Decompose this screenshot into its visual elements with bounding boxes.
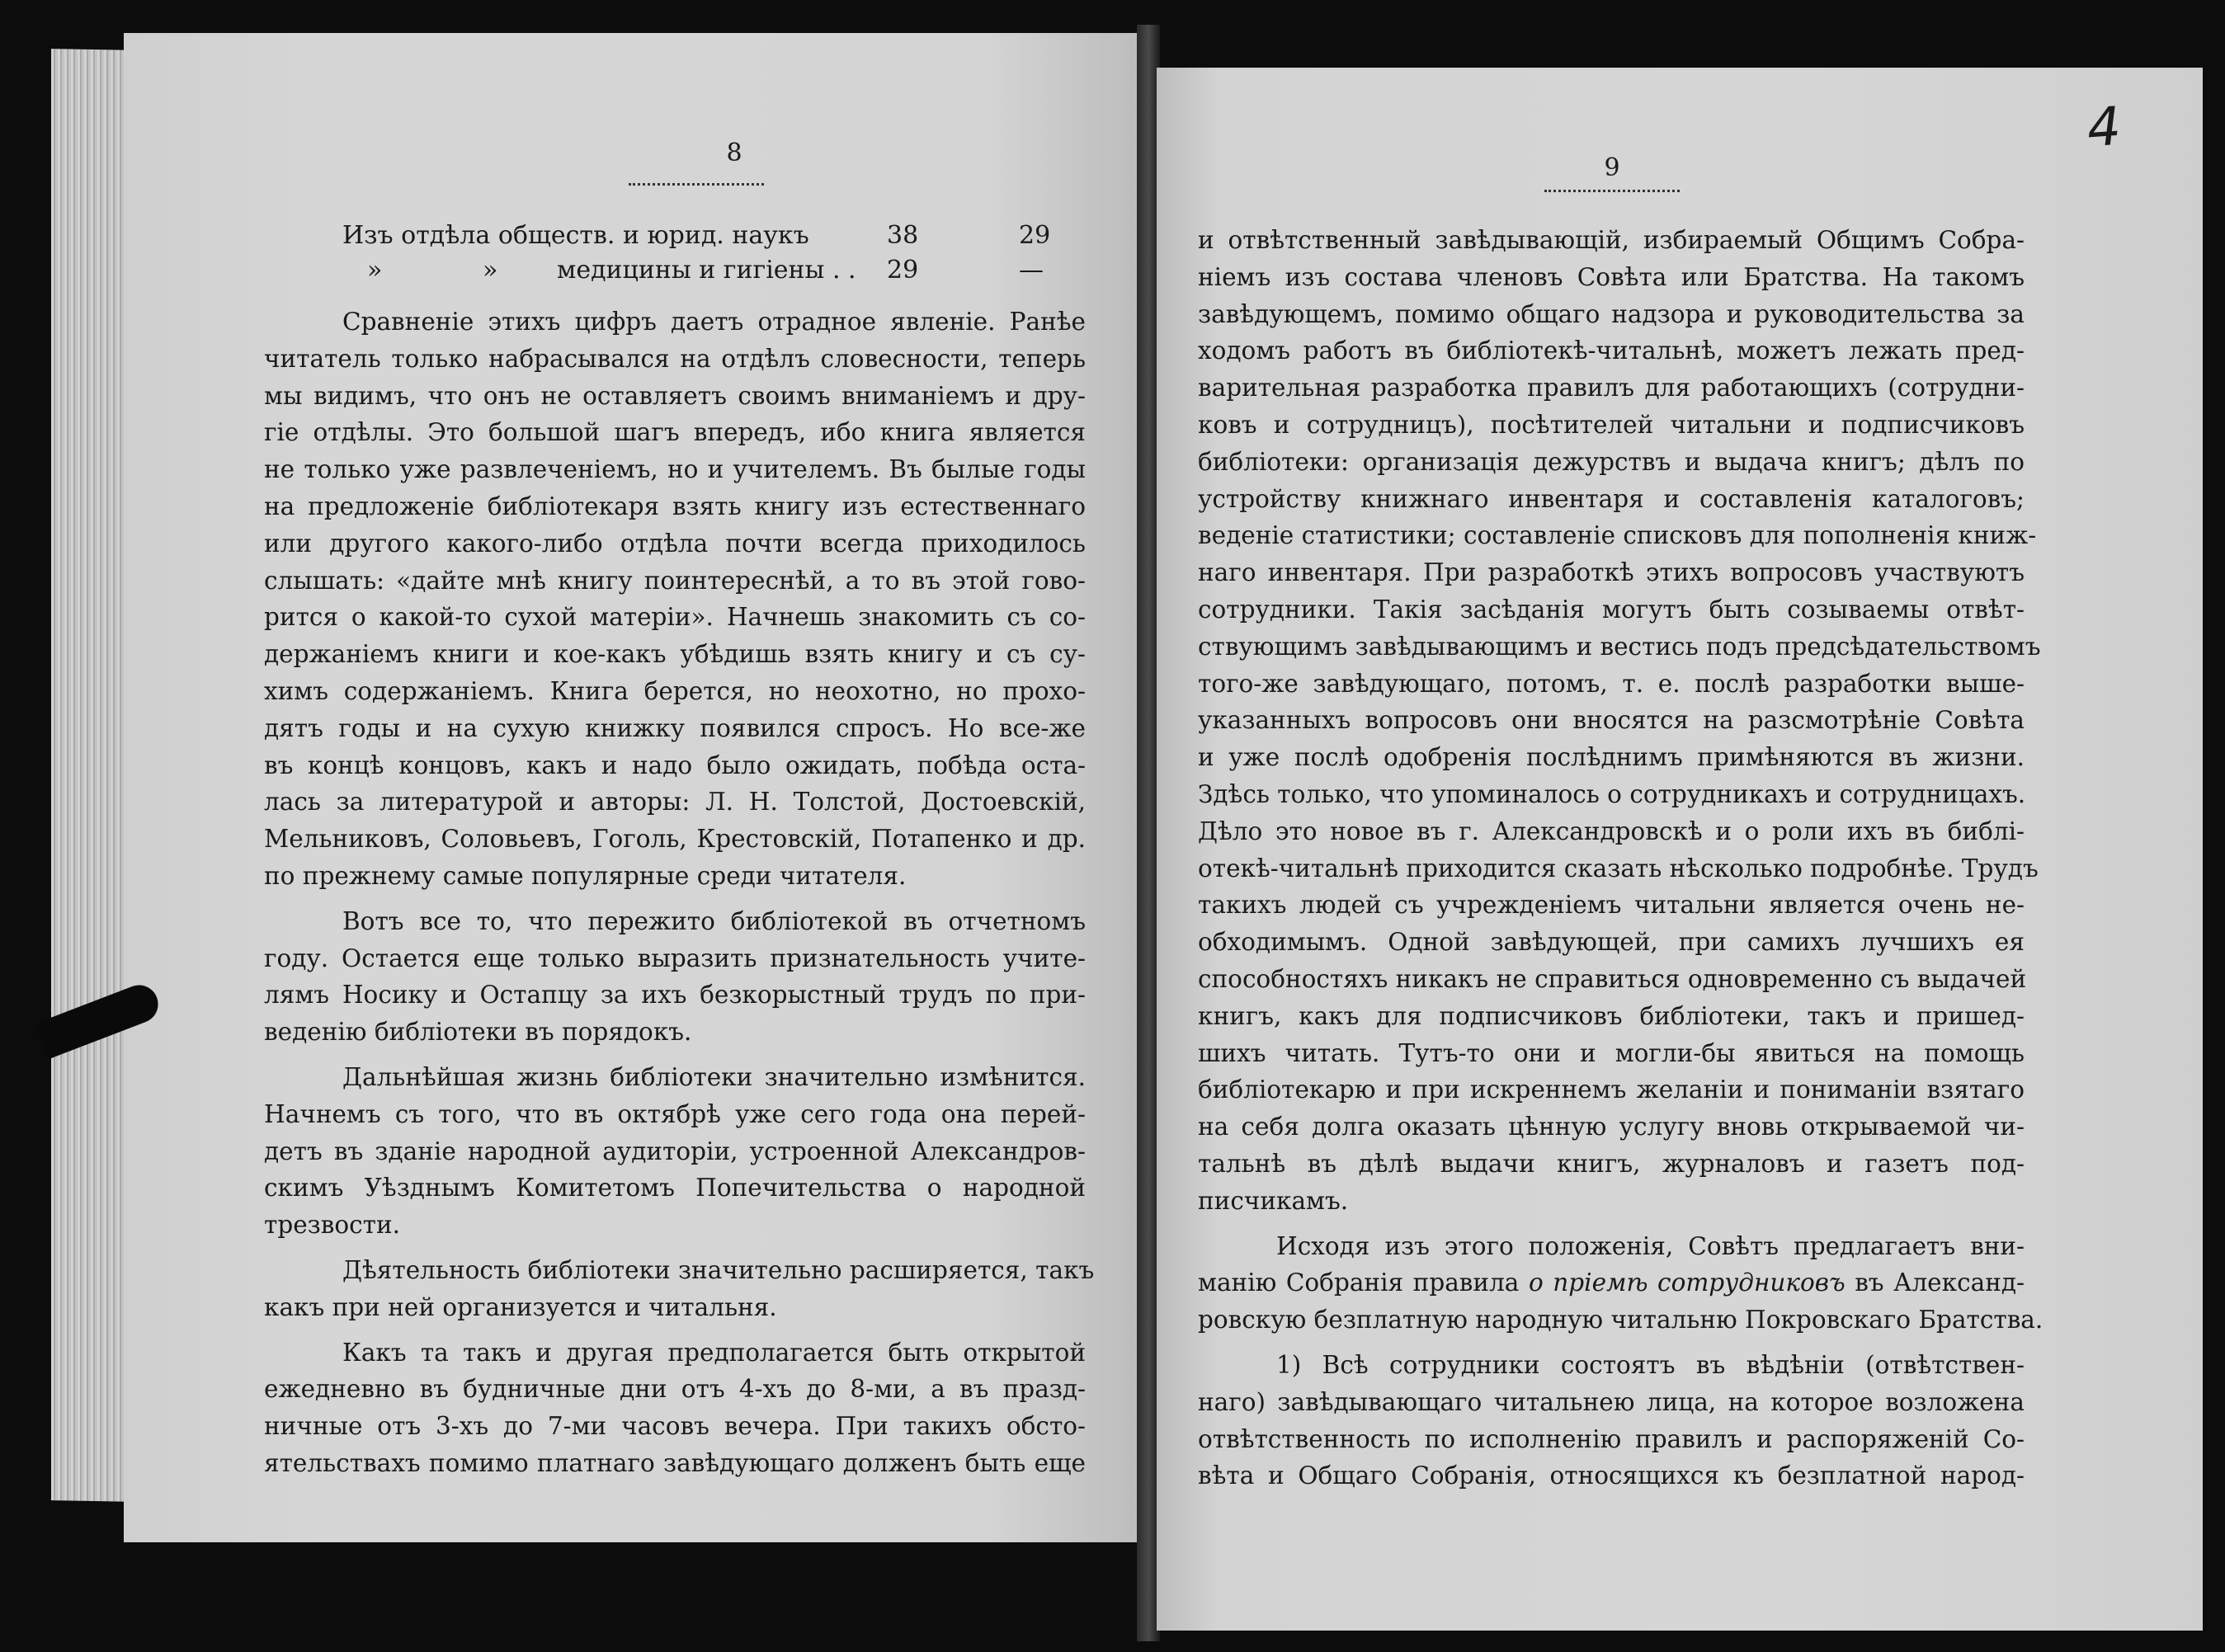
paragraph [1198,1228,2044,1339]
stat-row-social-law [342,218,1051,254]
text-line: веденіе статистики; составленіе списковъ для пополненія книж- [1198,521,2037,550]
text-line: завѣдующемъ, помимо общаго надзора и руководительства за [1198,299,2025,328]
text-line: ятельствахъ помимо платнаго завѣдующаго долженъ быть еще [264,1448,1086,1477]
text-line: лямъ Носику и Остапцу за ихъ безкорыстный трудъ по при- [264,981,1086,1010]
text-line: трезвости. [264,1211,401,1240]
text-line: по прежнему самые популярные среди читателя. [264,861,907,890]
text-line: вѣта и Общаго Собранія, относящихся къ безплатной народ- [1198,1461,2025,1490]
text-line: въ концѣ концовъ, какъ и надо было ожидать, побѣда оста- [264,751,1086,779]
text-line: писчикамъ. [1198,1186,1349,1215]
text-line: Дальнѣйшая жизнь библіотеки значительно измѣнится. [342,1062,1086,1091]
text-line: рится о какой-то сухой матеріи». Начнешь знакомить съ со- [264,603,1086,632]
stat-value-1: 38 [887,221,919,250]
text-line: дятъ годы и на сухую книжку появился спросъ. Но все-же [264,713,1086,742]
text-line: Вотъ все то, что пережито библіотекой въ отчетномъ [342,906,1086,935]
text-line: и отвѣтственный завѣдывающій, избираемый Общимъ Собра- [1198,226,2025,254]
text-line: отвѣтственность по исполненію правилъ и распоряженій Со- [1198,1424,2025,1453]
text-line: или другого какого-либо отдѣла почти всегда приходилось [264,529,1086,558]
text-line: тальнѣ въ дѣлѣ выдачи книгъ, журналовъ и газетъ под- [1198,1149,2025,1178]
text-line: Мельниковъ, Соловьевъ, Гоголь, Крестовскій, Потапенко и др. [264,825,1086,854]
text-line [1198,1264,2025,1301]
archive-folio-mark: 4 [2085,96,2124,160]
stat-ditto-1: » [367,256,383,285]
text-line: детъ въ зданіе народной аудиторіи, устроенной Александров- [264,1137,1086,1165]
left-page [124,33,1138,1542]
page-number-rule-right [1544,190,1680,192]
text-line: слышать: «дайте мнѣ книгу поинтереснѣй, а то въ этой гово- [264,566,1086,595]
left-page-text [264,304,1095,1482]
italic-title: о пріемѣ сотрудниковъ [1528,1268,1846,1297]
paragraph [264,1252,1095,1326]
text-line: ковъ и сотрудницъ), посѣтителей читальни и подписчиковъ [1198,410,2025,439]
text-line: наго инвентаря. При разработкѣ этихъ вопросовъ участвуютъ [1198,558,2025,587]
page-number-left: 8 [726,139,742,167]
text-line: химъ содержаніемъ. Книга берется, но неохотно, но прохо- [264,676,1086,705]
text-line: какъ при ней организуется и читальня. [264,1292,777,1321]
text-line: ніемъ изъ состава членовъ Совѣта или Братства. На такомъ [1198,262,2025,291]
right-page-text [1198,222,2044,1494]
text-line: устройству книжнаго инвентаря и составленія каталоговъ; [1198,484,2025,513]
text-line: веденію библіотеки въ порядокъ. [264,1018,692,1047]
paragraph [1198,222,2041,1220]
text-line: Начнемъ съ того, что въ октябрѣ уже сего года она перей- [264,1099,1086,1128]
text-line: обходимымъ. Одной завѣдующей, при самихъ лучшихъ ея [1198,928,2025,957]
stat-label: Изъ отдѣла обществ. и юрид. наукъ [342,221,809,250]
text-line: способностяхъ никакъ не справиться одновременно съ выдачей [1198,964,2027,993]
text-line: Исходя изъ этого положенія, Совѣтъ предлагаетъ вни- [1276,1231,2025,1260]
stat-row-medicine [342,252,1044,289]
paragraph [264,903,1086,1051]
text-line: году. Остается еще только выразить признательность учите- [264,944,1086,972]
text-line: ходомъ работъ въ библіотекѣ-читальнѣ, можетъ лежать пред- [1198,337,2025,365]
text-line: ровскую безплатную народную читальню Покровскаго Братства. [1198,1306,2044,1334]
text-line: шихъ читать. Тутъ-то они и могли-бы явиться на помощь [1198,1038,2025,1067]
stat-label: медицины и гигіены . . [557,256,856,285]
paragraph [264,1059,1086,1244]
paragraph [1198,1347,2025,1494]
text-line: библіотеки: организація дежурствъ и выдача книгъ; дѣлъ по [1198,447,2025,476]
right-page [1157,68,2203,1631]
text-line: книгъ, какъ для подписчиковъ библіотеки, такъ и пришед- [1198,1001,2025,1030]
text-line: держаніемъ книги и кое-какъ убѣдишь взять книгу и съ су- [264,640,1086,669]
text-line: отекѣ-читальнѣ приходится сказать нѣсколько подробнѣе. Трудъ [1198,854,2039,882]
text-line: на предложеніе библіотекаря взять книгу изъ естественнаго [264,492,1086,520]
text-line: наго) завѣдывающаго читальнею лица, на которое возложена [1198,1387,2025,1416]
text-line: Какъ та такъ и другая предполагается быть открытой [342,1338,1086,1367]
text-line: Дѣятельность библіотеки значительно расширяется, такъ [342,1255,1095,1284]
text-line: Дѣло это новое въ г. Александровскѣ и о роли ихъ въ библі- [1198,817,2025,845]
text-line: того-же завѣдующаго, потомъ, т. е. послѣ разработки выше- [1198,669,2025,698]
page-edge-stack [51,49,134,1502]
stat-value-2: 29 [1019,221,1051,250]
text-line: Сравненіе этихъ цифръ даетъ отрадное явленіе. Ранѣе [342,308,1086,336]
text-line: Здѣсь только, что упоминалось о сотрудникахъ и сотрудницахъ. [1198,779,2026,808]
text-line: читатель только набрасывался на отдѣлъ словесности, теперь [264,344,1086,373]
text-line: ничные отъ 3-хъ до 7-ми часовъ вечера. При такихъ обсто- [264,1412,1086,1441]
text-line: такихъ людей съ учрежденіемъ читальни является очень не- [1198,891,2025,920]
text-line: скимъ Уѣзднымъ Комитетомъ Попечительства о народной [264,1174,1086,1203]
text-line: гіе отдѣлы. Это большой шагъ впередъ, ибо книга является [264,418,1086,447]
text-run: манію Собранія правила [1198,1268,1520,1297]
stat-value-1: 29 [887,256,919,285]
text-line: указанныхъ вопросовъ они вносятся на разсмотрѣніе Совѣта [1198,706,2025,735]
page-number-right: 9 [1604,153,1620,182]
text-line: ежедневно въ будничные дни отъ 4-хъ до 8-ми, а въ празд- [264,1375,1086,1404]
text-line: библіотекарю и при искреннемъ желаніи и пониманіи взятаго [1198,1075,2025,1104]
stat-ditto-2: » [483,256,498,285]
text-run: въ Александ- [1855,1268,2025,1297]
paragraph [264,304,1086,895]
text-line: варительная разработка правилъ для работающихъ (сотрудни- [1198,374,2025,402]
paragraph [264,1334,1086,1482]
text-line: мы видимъ, что онъ не оставляетъ своимъ вниманіемъ и дру- [264,381,1086,410]
page-number-rule-left [629,183,764,186]
text-line: 1) Всѣ сотрудники состоятъ въ вѣдѣніи (отвѣтствен- [1276,1350,2025,1379]
text-line: не только уже развлеченіемъ, но и учителемъ. Въ былые годы [264,455,1086,484]
text-line: сотрудники. Такія засѣданія могутъ быть созываемы отвѣт- [1198,595,2025,624]
text-line: лась за литературой и авторы: Л. Н. Толстой, Достоевскій, [264,788,1086,817]
text-line: и уже послѣ одобренія послѣднимъ примѣняются въ жизни. [1198,743,2025,772]
text-line: на себя долга оказать цѣнную услугу вновь открываемой чи- [1198,1113,2025,1141]
text-line: ствующимъ завѣдывающимъ и вестись подъ предсѣдательствомъ [1198,632,2041,661]
stat-value-2: — [1019,256,1044,285]
